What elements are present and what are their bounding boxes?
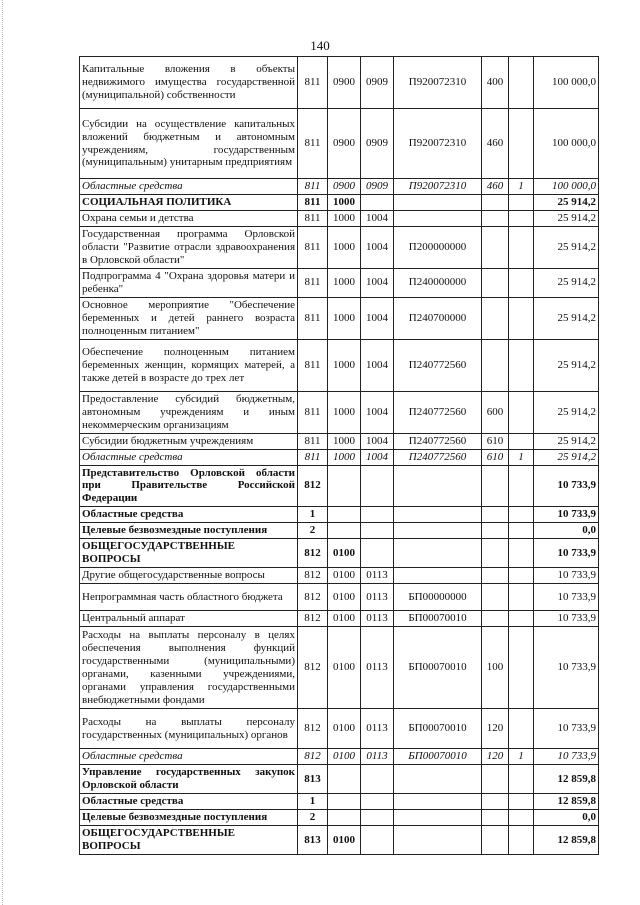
row-expense-type: 460 (482, 179, 509, 195)
row-section-code: 0900 (328, 57, 361, 109)
row-description: Субсидии на осуществление капитальных вложений бюджетным и автономным учреждениям, государственным (муниципальным) унитарным предприятиям (80, 109, 298, 179)
row-funding-source (509, 584, 534, 611)
row-subsection-code: 1004 (361, 210, 394, 226)
row-section-code: 0100 (328, 627, 361, 709)
row-subsection-code: 1004 (361, 449, 394, 465)
row-funding-source (509, 627, 534, 709)
row-funding-source (509, 539, 534, 568)
budget-table-body (80, 57, 599, 855)
scan-edge (2, 0, 4, 905)
row-subsection-code (361, 507, 394, 523)
page-number: 140 (310, 38, 330, 53)
row-ministry-code: 813 (298, 826, 328, 855)
table-row (80, 709, 599, 749)
row-expense-type (482, 765, 509, 794)
row-description: Областные средства (80, 749, 298, 765)
row-section-code: 0900 (328, 179, 361, 195)
table-row (80, 297, 599, 339)
row-ministry-code: 2 (298, 810, 328, 826)
table-row (80, 465, 599, 507)
row-target-article: П240772560 (394, 339, 482, 391)
row-description: Расходы на выплаты персоналу в целях обеспечения выполнения функций государственными (муниципальными) органами, казенными учреждениями, органами управления государственными внебюджетными фондами (80, 627, 298, 709)
row-funding-source (509, 194, 534, 210)
row-funding-source (509, 268, 534, 297)
row-subsection-code (361, 465, 394, 507)
row-description: Субсидии бюджетным учреждениям (80, 433, 298, 449)
row-expense-type (482, 465, 509, 507)
row-funding-source: 1 (509, 749, 534, 765)
row-ministry-code: 811 (298, 109, 328, 179)
row-description: Обеспечение полноценным питанием беременных женщин, кормящих матерей, а также детей в возрасте до трех лет (80, 339, 298, 391)
table-row (80, 391, 599, 433)
row-funding-source (509, 794, 534, 810)
table-row (80, 507, 599, 523)
row-amount: 10 733,9 (534, 507, 599, 523)
row-section-code (328, 523, 361, 539)
row-expense-type: 120 (482, 749, 509, 765)
row-funding-source (509, 523, 534, 539)
row-expense-type (482, 226, 509, 268)
table-row (80, 226, 599, 268)
row-expense-type (482, 210, 509, 226)
row-funding-source (509, 339, 534, 391)
row-section-code: 0100 (328, 826, 361, 855)
row-ministry-code: 812 (298, 568, 328, 584)
row-target-article: БП00070010 (394, 709, 482, 749)
row-target-article: П240000000 (394, 268, 482, 297)
row-subsection-code: 0909 (361, 179, 394, 195)
row-expense-type (482, 339, 509, 391)
row-target-article: П920072310 (394, 179, 482, 195)
row-target-article: П240772560 (394, 391, 482, 433)
row-target-article: П240700000 (394, 297, 482, 339)
row-amount: 10 733,9 (534, 611, 599, 627)
row-section-code: 0900 (328, 109, 361, 179)
row-subsection-code (361, 826, 394, 855)
row-subsection-code (361, 539, 394, 568)
row-expense-type (482, 810, 509, 826)
row-ministry-code: 811 (298, 194, 328, 210)
row-funding-source (509, 810, 534, 826)
row-ministry-code: 811 (298, 339, 328, 391)
row-subsection-code (361, 810, 394, 826)
row-expense-type (482, 826, 509, 855)
row-subsection-code: 0113 (361, 568, 394, 584)
row-section-code: 1000 (328, 210, 361, 226)
row-description: Целевые безвозмездные поступления (80, 523, 298, 539)
row-subsection-code (361, 523, 394, 539)
row-target-article: П240772560 (394, 433, 482, 449)
table-row (80, 611, 599, 627)
row-target-article (394, 794, 482, 810)
row-section-code (328, 507, 361, 523)
row-funding-source (509, 765, 534, 794)
row-target-article (394, 826, 482, 855)
table-row (80, 433, 599, 449)
row-funding-source (509, 109, 534, 179)
row-amount: 10 733,9 (534, 627, 599, 709)
row-funding-source (509, 433, 534, 449)
row-target-article: П200000000 (394, 226, 482, 268)
row-section-code: 1000 (328, 391, 361, 433)
row-target-article: БП00070010 (394, 611, 482, 627)
row-target-article (394, 568, 482, 584)
row-description: Основное мероприятие "Обеспечение беременных и детей раннего возраста полноценным питанием" (80, 297, 298, 339)
row-target-article (394, 194, 482, 210)
row-ministry-code: 811 (298, 179, 328, 195)
row-expense-type (482, 523, 509, 539)
row-description: Областные средства (80, 179, 298, 195)
row-section-code: 0100 (328, 709, 361, 749)
row-amount: 10 733,9 (534, 539, 599, 568)
row-expense-type (482, 539, 509, 568)
row-section-code: 1000 (328, 297, 361, 339)
row-subsection-code: 1004 (361, 226, 394, 268)
row-expense-type: 610 (482, 433, 509, 449)
table-row (80, 449, 599, 465)
row-amount: 25 914,2 (534, 297, 599, 339)
table-row (80, 57, 599, 109)
row-target-article: БП00070010 (394, 627, 482, 709)
row-ministry-code: 811 (298, 433, 328, 449)
table-row (80, 749, 599, 765)
table-row (80, 810, 599, 826)
row-target-article (394, 210, 482, 226)
row-subsection-code: 0909 (361, 109, 394, 179)
row-ministry-code: 811 (298, 210, 328, 226)
row-funding-source (509, 507, 534, 523)
row-ministry-code: 812 (298, 584, 328, 611)
row-description: ОБЩЕГОСУДАРСТВЕННЫЕ ВОПРОСЫ (80, 826, 298, 855)
row-funding-source (509, 826, 534, 855)
row-amount: 100 000,0 (534, 109, 599, 179)
row-expense-type: 120 (482, 709, 509, 749)
row-section-code (328, 810, 361, 826)
row-description: Охрана семьи и детства (80, 210, 298, 226)
row-amount: 25 914,2 (534, 433, 599, 449)
row-section-code: 1000 (328, 433, 361, 449)
row-funding-source (509, 210, 534, 226)
row-subsection-code (361, 794, 394, 810)
row-funding-source (509, 297, 534, 339)
row-expense-type (482, 568, 509, 584)
row-amount: 100 000,0 (534, 179, 599, 195)
row-funding-source (509, 465, 534, 507)
row-description: Областные средства (80, 449, 298, 465)
table-row (80, 794, 599, 810)
table-row (80, 539, 599, 568)
row-expense-type: 610 (482, 449, 509, 465)
row-target-article (394, 465, 482, 507)
row-section-code: 0100 (328, 568, 361, 584)
table-row (80, 826, 599, 855)
row-ministry-code: 811 (298, 226, 328, 268)
row-ministry-code: 811 (298, 297, 328, 339)
row-description: Целевые безвозмездные поступления (80, 810, 298, 826)
row-funding-source (509, 611, 534, 627)
row-target-article: П920072310 (394, 57, 482, 109)
row-section-code: 1000 (328, 268, 361, 297)
row-subsection-code: 1004 (361, 268, 394, 297)
row-amount: 25 914,2 (534, 194, 599, 210)
row-section-code: 0100 (328, 539, 361, 568)
row-subsection-code: 0113 (361, 627, 394, 709)
row-description: Областные средства (80, 507, 298, 523)
row-section-code: 0100 (328, 584, 361, 611)
row-funding-source: 1 (509, 179, 534, 195)
row-target-article: П920072310 (394, 109, 482, 179)
row-subsection-code: 0113 (361, 749, 394, 765)
row-section-code: 1000 (328, 226, 361, 268)
row-amount: 12 859,8 (534, 765, 599, 794)
row-description: Предоставление субсидий бюджетным, автономным учреждениям и иным некоммерческим организациям (80, 391, 298, 433)
row-ministry-code: 812 (298, 465, 328, 507)
row-amount: 0,0 (534, 810, 599, 826)
row-funding-source (509, 226, 534, 268)
row-amount: 25 914,2 (534, 449, 599, 465)
row-subsection-code: 1004 (361, 339, 394, 391)
row-funding-source (509, 709, 534, 749)
row-amount: 25 914,2 (534, 391, 599, 433)
row-description: Другие общегосударственные вопросы (80, 568, 298, 584)
row-expense-type: 600 (482, 391, 509, 433)
table-row (80, 109, 599, 179)
row-funding-source (509, 391, 534, 433)
row-subsection-code: 1004 (361, 297, 394, 339)
row-description: Расходы на выплаты персоналу государственных (муниципальных) органов (80, 709, 298, 749)
row-target-article: П240772560 (394, 449, 482, 465)
row-description: Капитальные вложения в объекты недвижимого имущества государственной (муниципальной) собственности (80, 57, 298, 109)
row-ministry-code: 811 (298, 449, 328, 465)
row-target-article (394, 765, 482, 794)
row-ministry-code: 812 (298, 749, 328, 765)
table-row (80, 268, 599, 297)
row-amount: 10 733,9 (534, 709, 599, 749)
row-amount: 25 914,2 (534, 210, 599, 226)
row-funding-source (509, 568, 534, 584)
row-description: Подпрограмма 4 "Охрана здоровья матери и ребенка" (80, 268, 298, 297)
row-ministry-code: 1 (298, 794, 328, 810)
row-ministry-code: 812 (298, 709, 328, 749)
row-subsection-code (361, 765, 394, 794)
row-expense-type (482, 794, 509, 810)
row-amount: 25 914,2 (534, 339, 599, 391)
row-section-code: 0100 (328, 749, 361, 765)
row-target-article (394, 507, 482, 523)
row-ministry-code: 811 (298, 57, 328, 109)
row-expense-type (482, 297, 509, 339)
row-description: ОБЩЕГОСУДАРСТВЕННЫЕ ВОПРОСЫ (80, 539, 298, 568)
row-amount: 10 733,9 (534, 749, 599, 765)
table-row (80, 584, 599, 611)
row-description: Управление государственных закупок Орловской области (80, 765, 298, 794)
row-subsection-code (361, 194, 394, 210)
row-amount: 0,0 (534, 523, 599, 539)
row-funding-source: 1 (509, 449, 534, 465)
row-section-code: 1000 (328, 339, 361, 391)
row-amount: 10 733,9 (534, 584, 599, 611)
row-section-code: 0100 (328, 611, 361, 627)
row-subsection-code: 1004 (361, 391, 394, 433)
row-section-code (328, 765, 361, 794)
row-ministry-code: 1 (298, 507, 328, 523)
row-description: Государственная программа Орловской области "Развитие отрасли здравоохранения в Орловской области" (80, 226, 298, 268)
table-row (80, 523, 599, 539)
row-expense-type: 100 (482, 627, 509, 709)
row-description: Областные средства (80, 794, 298, 810)
row-subsection-code: 1004 (361, 433, 394, 449)
row-expense-type (482, 584, 509, 611)
row-target-article: БП00000000 (394, 584, 482, 611)
row-section-code (328, 465, 361, 507)
row-amount: 10 733,9 (534, 568, 599, 584)
row-section-code: 1000 (328, 449, 361, 465)
row-ministry-code: 812 (298, 611, 328, 627)
row-subsection-code: 0113 (361, 611, 394, 627)
row-section-code (328, 794, 361, 810)
row-subsection-code: 0113 (361, 709, 394, 749)
row-expense-type (482, 194, 509, 210)
row-ministry-code: 812 (298, 627, 328, 709)
row-subsection-code: 0113 (361, 584, 394, 611)
table-row (80, 568, 599, 584)
row-ministry-code: 813 (298, 765, 328, 794)
budget-table (79, 56, 599, 855)
table-row (80, 627, 599, 709)
table-row (80, 339, 599, 391)
table-row (80, 194, 599, 210)
table-row (80, 179, 599, 195)
row-expense-type (482, 268, 509, 297)
row-amount: 25 914,2 (534, 226, 599, 268)
row-expense-type: 400 (482, 57, 509, 109)
row-amount: 12 859,8 (534, 794, 599, 810)
row-subsection-code: 0909 (361, 57, 394, 109)
row-expense-type (482, 611, 509, 627)
row-expense-type: 460 (482, 109, 509, 179)
row-target-article: БП00070010 (394, 749, 482, 765)
row-amount: 100 000,0 (534, 57, 599, 109)
row-expense-type (482, 507, 509, 523)
row-description: СОЦИАЛЬНАЯ ПОЛИТИКА (80, 194, 298, 210)
table-row (80, 765, 599, 794)
row-ministry-code: 812 (298, 539, 328, 568)
row-target-article (394, 539, 482, 568)
row-target-article (394, 523, 482, 539)
row-ministry-code: 811 (298, 391, 328, 433)
row-amount: 12 859,8 (534, 826, 599, 855)
row-ministry-code: 2 (298, 523, 328, 539)
table-row (80, 210, 599, 226)
row-section-code: 1000 (328, 194, 361, 210)
row-ministry-code: 811 (298, 268, 328, 297)
row-description: Непрограммная часть областного бюджета (80, 584, 298, 611)
row-amount: 25 914,2 (534, 268, 599, 297)
row-target-article (394, 810, 482, 826)
row-description: Представительство Орловской области при Правительстве Российской Федерации (80, 465, 298, 507)
row-description: Центральный аппарат (80, 611, 298, 627)
row-funding-source (509, 57, 534, 109)
row-amount: 10 733,9 (534, 465, 599, 507)
